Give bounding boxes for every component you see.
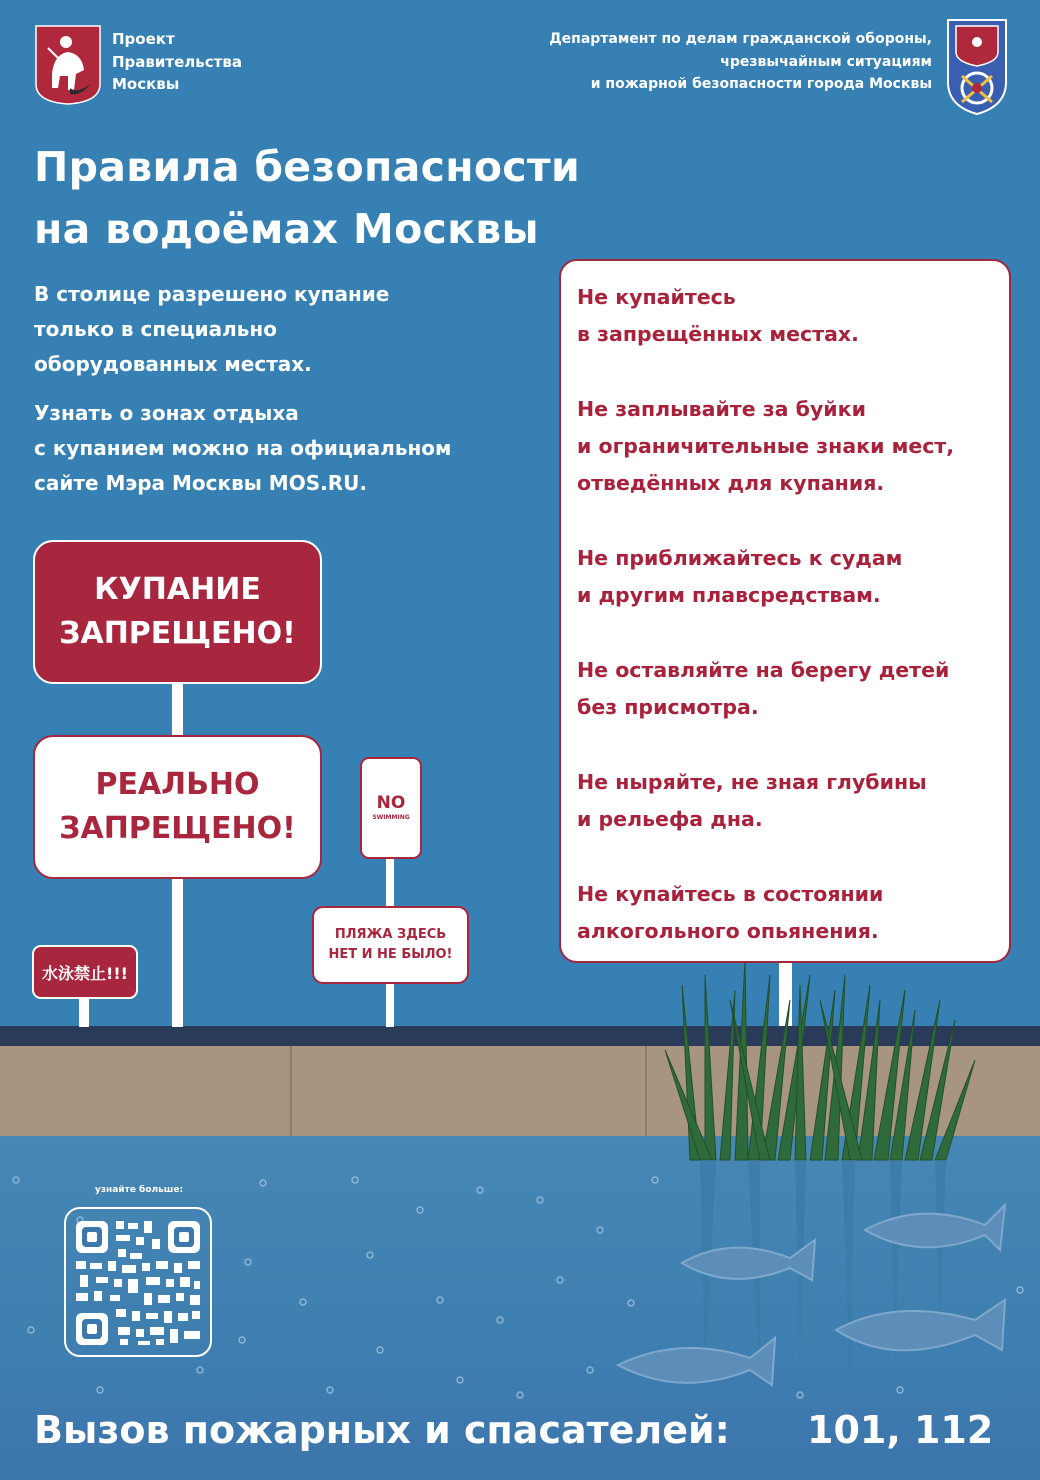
sign-line: НЕТ И НЕ БЫЛО! (328, 947, 453, 962)
rule-line: и другим плавсредствам. (577, 583, 881, 607)
rule-item (577, 876, 995, 950)
org-line: и пожарной безопасности города Москвы (590, 76, 932, 92)
grass-icon (665, 960, 975, 1160)
intro-paragraph (34, 396, 554, 501)
sign-text (59, 568, 296, 656)
qr-caption: узнайте больше: (94, 1185, 184, 1195)
rule-line: и ограничительные знаки мест, (577, 434, 955, 458)
rule-line: Не ныряйте, не зная глубины (577, 770, 927, 794)
org-line: Москвы (112, 75, 180, 93)
no-beach-sign (312, 906, 469, 984)
intro-line: В столице разрешено купание (34, 282, 390, 306)
intro-line: только в специально (34, 317, 277, 341)
sign-line: 水泳禁止!!! (42, 963, 128, 983)
intro-text (34, 277, 554, 501)
sign-line: SWIMMING (372, 814, 410, 821)
rule-line: алкогольного опьянения. (577, 919, 879, 943)
fish-icon (618, 1205, 1005, 1385)
sign-line: NO (376, 793, 406, 813)
qr-code-frame[interactable] (64, 1207, 212, 1357)
sign-line: ЗАПРЕЩЕНО! (59, 811, 296, 846)
intro-line: с купанием можно на официальном (34, 436, 452, 460)
org-line: Правительства (112, 52, 242, 71)
title-line: Правила безопасности (34, 143, 580, 191)
intro-line: оборудованных местах. (34, 352, 312, 376)
emergency-footer (34, 1402, 994, 1458)
sign-line: ЗАПРЕЩЕНО! (59, 616, 296, 651)
project-org-label (112, 28, 312, 96)
rule-line: Не купайтесь (577, 285, 736, 309)
sign-text (328, 925, 452, 965)
swimming-prohibited-sign (33, 540, 322, 684)
intro-line: Узнать о зонах отдыха (34, 401, 299, 425)
rule-line: отведённых для купания. (577, 471, 885, 495)
emergency-phones: 101, 112 (807, 1408, 994, 1452)
org-line: Проект (112, 30, 175, 48)
intro-paragraph (34, 277, 554, 382)
rule-line: Не купайтесь в состоянии (577, 882, 884, 906)
intro-line: сайте Мэра Москвы MOS.RU. (34, 471, 367, 495)
sign-line: ПЛЯЖА ЗДЕСЬ (334, 927, 447, 942)
rule-item (577, 764, 995, 838)
really-prohibited-sign (33, 735, 322, 879)
chinese-sign (32, 945, 138, 999)
sign-line: РЕАЛЬНО (95, 767, 260, 802)
page-title (34, 136, 734, 260)
emergency-label: Вызов пожарных и спасателей: (34, 1408, 730, 1452)
org-line: чрезвычайным ситуациям (720, 53, 932, 70)
sign-line: КУПАНИЕ (94, 572, 261, 607)
department-label (452, 28, 932, 96)
rule-line: Не заплывайте за буйки (577, 397, 866, 421)
sign-text (59, 763, 296, 851)
org-line: Департамент по делам гражданской обороны, (549, 31, 932, 47)
rule-item (577, 391, 995, 502)
rule-line: Не приближайтесь к судам (577, 546, 903, 570)
rule-item (577, 540, 995, 614)
rule-line: без присмотра. (577, 695, 759, 719)
moscow-coat-of-arms-icon (34, 24, 102, 106)
title-line: на водоёмах Москвы (34, 205, 539, 253)
no-swimming-sign (360, 757, 422, 859)
gochs-emblem-icon (942, 16, 1012, 116)
rules-card (559, 259, 1011, 963)
rule-item (577, 652, 995, 726)
rule-item (577, 279, 995, 353)
rule-line: Не оставляйте на берегу детей (577, 658, 950, 682)
rule-line: и рельефа дна. (577, 807, 763, 831)
qr-code-icon[interactable] (66, 1209, 210, 1355)
rule-line: в запрещённых местах. (577, 322, 859, 346)
